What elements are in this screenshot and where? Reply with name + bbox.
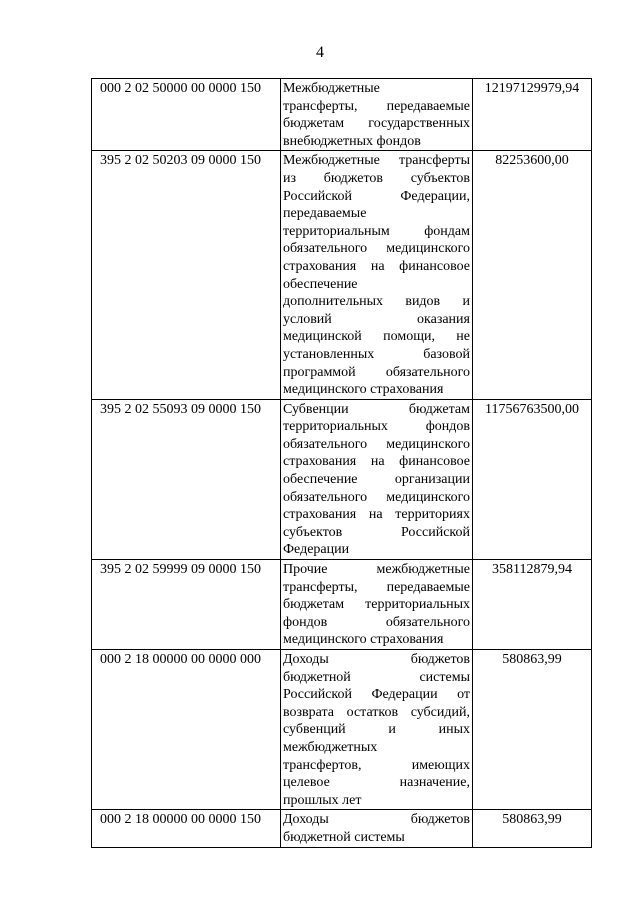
revenue-name-line: медицинского страхования bbox=[283, 382, 444, 398]
revenue-name-line: целевое назначение, bbox=[283, 775, 470, 791]
revenue-name-line: программой обязательного bbox=[283, 364, 470, 380]
revenue-name-line: Межбюджетные трансферты bbox=[283, 153, 470, 169]
budget-revenue-table bbox=[91, 78, 592, 848]
revenue-name-line: субвенций и иных bbox=[283, 722, 470, 738]
revenue-name-line: обеспечение bbox=[283, 276, 358, 292]
revenue-name-line: Российской Федерации, bbox=[283, 188, 470, 204]
revenue-name-line: бюджетам государственных bbox=[283, 116, 470, 132]
revenue-name-line: Федерации bbox=[283, 542, 350, 558]
amount-cell: 82253600,00 bbox=[473, 151, 592, 399]
revenue-name-line: субъектов Российской bbox=[283, 524, 470, 540]
budget-code-cell: 395 2 02 55093 09 0000 150 bbox=[92, 399, 281, 559]
revenue-name-line: Доходы бюджетов bbox=[283, 812, 470, 828]
revenue-name-line: дополнительных видов и bbox=[283, 294, 470, 310]
revenue-name-line: Доходы бюджетов bbox=[283, 652, 470, 667]
table-row bbox=[92, 810, 592, 847]
amount-cell: 580863,99 bbox=[473, 650, 592, 810]
revenue-name-line: внебюджетных фондов bbox=[283, 133, 421, 149]
revenue-name-line: медицинской помощи, не bbox=[283, 329, 470, 345]
amount-cell: 358112879,94 bbox=[473, 560, 592, 650]
amount-cell: 12197129979,94 bbox=[473, 79, 592, 151]
revenue-name-line: территориальных фондов bbox=[283, 419, 470, 435]
revenue-name-line: страхования на финансовое bbox=[283, 258, 470, 274]
table-row bbox=[92, 650, 592, 810]
budget-code-cell: 000 2 18 00000 00 0000 000 bbox=[92, 650, 281, 810]
revenue-name-line: передаваемые bbox=[283, 206, 367, 222]
table-row bbox=[92, 560, 592, 650]
revenue-name-line: обязательного медицинского bbox=[283, 436, 470, 452]
revenue-name-line: возврата остатков субсидий, bbox=[283, 704, 470, 720]
revenue-name-line: установленных базовой bbox=[283, 346, 470, 362]
page-number: 4 bbox=[316, 44, 324, 61]
revenue-name-line: трансферты, передаваемые bbox=[283, 98, 470, 114]
budget-code-cell: 000 2 02 50000 00 0000 150 bbox=[92, 79, 281, 151]
revenue-name-cell bbox=[281, 79, 473, 151]
table-row bbox=[92, 399, 592, 559]
table-row bbox=[92, 79, 592, 151]
revenue-name-line: трансфертов, имеющих bbox=[283, 757, 470, 773]
revenue-name-line: обеспечение организации bbox=[283, 472, 470, 488]
revenue-name-cell bbox=[281, 560, 473, 650]
revenue-name-line: бюджетной системы bbox=[283, 829, 405, 845]
revenue-name-line: страхования на финансовое bbox=[283, 454, 470, 470]
revenue-name-line: трансферты, передаваемые bbox=[283, 579, 470, 595]
revenue-name-line: Субвенции бюджетам bbox=[283, 401, 470, 417]
revenue-name-line: Прочие межбюджетные bbox=[283, 562, 470, 578]
revenue-name-line: межбюджетных bbox=[283, 739, 378, 755]
revenue-name-line: Межбюджетные bbox=[283, 81, 380, 96]
amount-cell: 11756763500,00 bbox=[473, 399, 592, 559]
table-row bbox=[92, 151, 592, 399]
revenue-name-line: бюджетам территориальных bbox=[283, 597, 470, 613]
budget-code-cell: 000 2 18 00000 00 0000 150 bbox=[92, 810, 281, 847]
revenue-name-line: из бюджетов субъектов bbox=[283, 170, 470, 186]
revenue-name-cell bbox=[281, 810, 473, 847]
budget-code-cell: 395 2 02 50203 09 0000 150 bbox=[92, 151, 281, 399]
revenue-name-cell bbox=[281, 151, 473, 399]
revenue-name-line: обязательного медицинского bbox=[283, 489, 470, 505]
revenue-name-line: медицинского страхования bbox=[283, 632, 444, 648]
revenue-name-cell bbox=[281, 650, 473, 810]
revenue-name-line: обязательного медицинского bbox=[283, 241, 470, 257]
revenue-name-cell bbox=[281, 399, 473, 559]
revenue-name-line: фондов обязательного bbox=[283, 614, 470, 630]
budget-code-cell: 395 2 02 59999 09 0000 150 bbox=[92, 560, 281, 650]
amount-cell: 580863,99 bbox=[473, 810, 592, 847]
revenue-name-line: прошлых лет bbox=[283, 792, 362, 808]
table-body bbox=[92, 79, 592, 848]
revenue-name-line: условий оказания bbox=[283, 311, 470, 327]
revenue-name-line: страхования на территориях bbox=[283, 507, 470, 523]
revenue-name-line: территориальным фондам bbox=[283, 223, 470, 239]
revenue-name-line: Российской Федерации от bbox=[283, 687, 470, 703]
revenue-name-line: бюджетной системы bbox=[283, 669, 470, 685]
